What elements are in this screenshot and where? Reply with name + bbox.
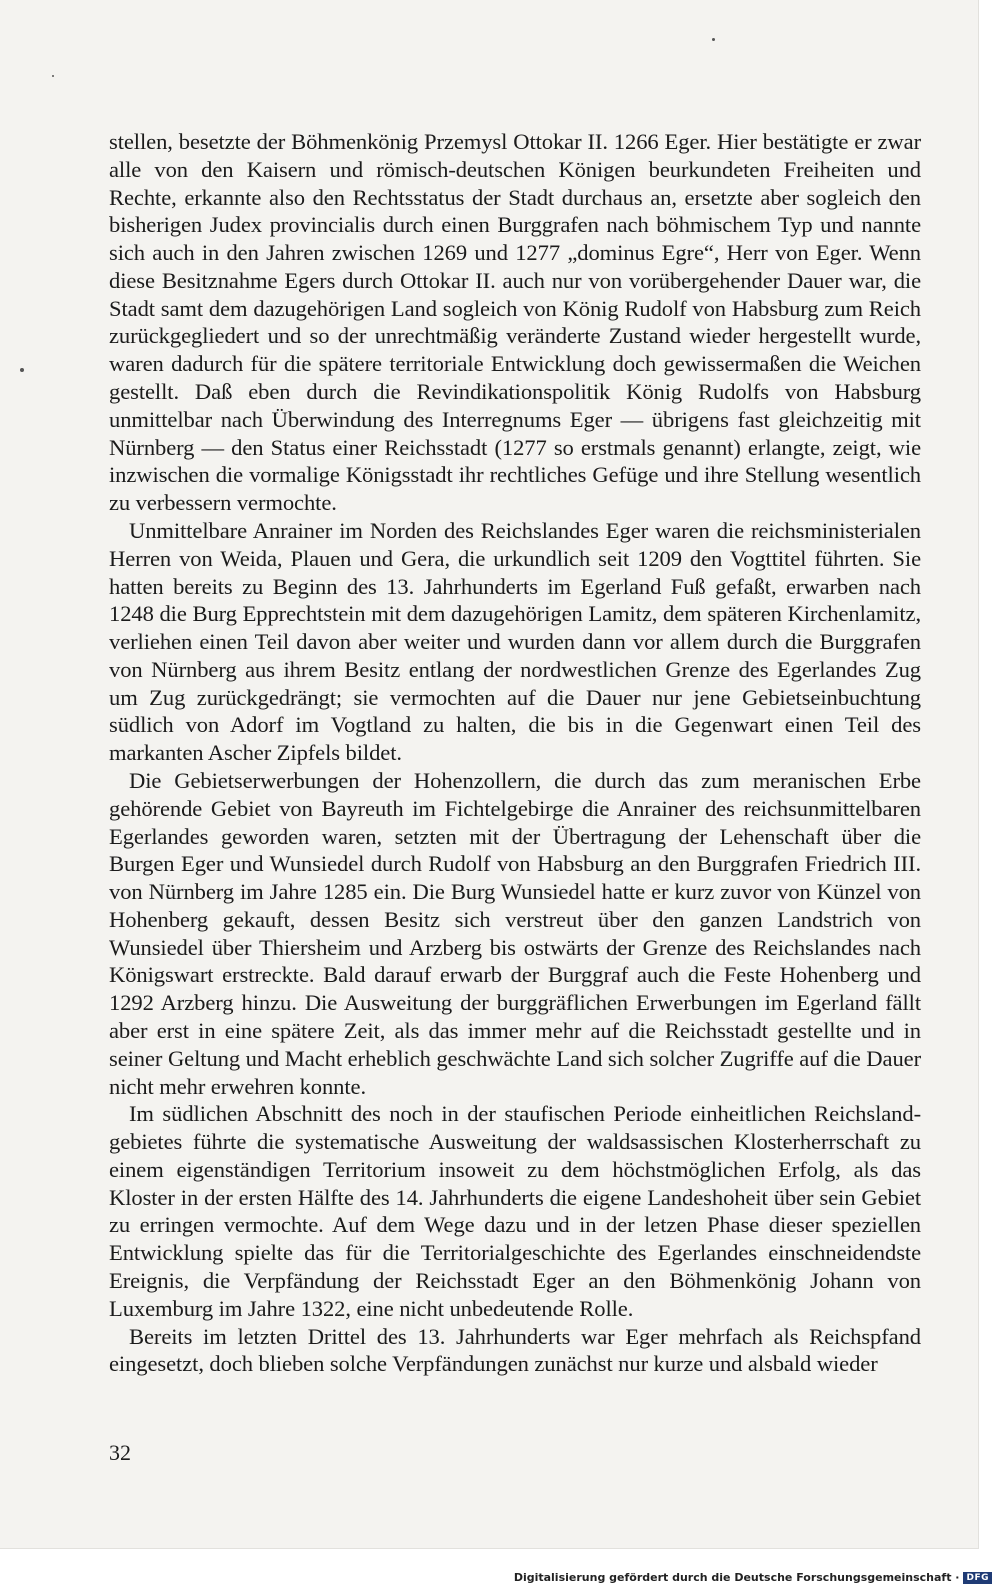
paragraph-2: Unmittelbare Anrainer im Norden des Reichslandes Eger waren die reichsministerialen Herren von Weida, Plauen und Gera, die urkundlich seit 1209 den Vogttitel führten. Sie hatten bereits zu Beginn des 13. Jahrhunderts im Egerland Fuß gefaßt, erwarben nach 1248 die Burg Epprechtstein mit dem dazugehörigen Lamitz, dem späteren Kirchenlamitz, verliehen einen Teil davon aber weiter und wurden dann vor allem durch die Burggrafen von Nürnberg aus ihrem Besitz entlang der nordwestlichen Grenze des Egerlandes Zug um Zug zurückgedrängt; sie vermochten auf die Dauer nur jene Gebietseinbuchtung südlich von Adorf im Vogtland zu halten, die bis in die Gegenwart einen Teil des markanten Ascher Zipfels bildet.	[109, 517, 921, 766]
paragraph-1: stellen, besetzte der Böhmenkönig Przemysl Ottokar II. 1266 Eger. Hier bestätigte er zwar alle von den Kaisern und römisch-deutschen Königen beurkundeten Freiheiten und Rechte, erkannte also den Rechtsstatus der Stadt durchaus an, ersetzte aber sogleich den bisherigen Judex provincialis durch einen Burggrafen nach böhmischem Typ und nannte sich auch in den Jahren zwischen 1269 und 1277 „dominus Egre“, Herr von Eger. Wenn diese Besitznahme Egers durch Ottokar II. auch nur von vorübergehender Dauer war, die Stadt samt dem dazugehörigen Land sogleich von König Rudolf von Habsburg zum Reich zurückgegliedert und so der unrechtmäßig veränderte Zustand wieder hergestellt wurde, waren dadurch für die spätere territoriale Entwicklung doch gewissermaßen die Weichen gestellt. Daß eben durch die Revindikationspolitik König Rudolfs von Habsburg unmittelbar nach Überwindung des Interregnums Eger — übrigens fast gleichzeitig mit Nürnberg — den Status einer Reichsstadt (1277 so erstmals genannt) erlangte, zeigt, wie inzwischen die vormalige Königsstadt ihr rechtliches Gefüge und ihre Stellung wesentlich zu verbessern vermochte.	[109, 129, 921, 516]
digitization-footer	[514, 1571, 992, 1584]
footer-text: Digitalisierung gefördert durch die Deutsche Forschungsgemeinschaft ·	[513, 1571, 960, 1584]
scan-speck	[20, 368, 24, 372]
page-number: 32	[109, 1440, 131, 1465]
paragraph-5: Bereits im letzten Drittel des 13. Jahrhunderts war Eger mehrfach als Reichspfand eingesetzt, doch blieben solche Verpfändungen zunächst nur kurze und alsbald wieder	[109, 1323, 921, 1377]
scan-speck	[712, 38, 715, 41]
dfg-logo-icon: DFG	[963, 1572, 992, 1584]
body-text	[109, 128, 921, 1378]
paragraph-3: Die Gebietserwerbungen der Hohenzollern, die durch das zum meranischen Erbe gehörende Gebiet von Bayreuth im Fichtelgebirge die Anrainer des reichsunmittelbaren Egerlandes geworden waren, setzten mit der Übertragung der Lehenschaft über die Burgen Eger und Wunsiedel durch Rudolf von Habsburg an den Burggrafen Friedrich III. von Nürnberg im Jahre 1285 ein. Die Burg Wunsiedel hatte er kurz zuvor von Künzel von Hohenberg gekauft, dessen Besitz sich verstreut über den ganzen Landstrich von Wunsiedel über Thiersheim und Arzberg bis ostwärts der Grenze des Reichslandes nach Königswart erstreckte. Bald darauf erwarb der Burggraf auch die Feste Hohenberg und 1292 Arzberg hinzu. Die Ausweitung der burggräflichen Erwerbungen im Egerland fällt aber erst in eine spätere Zeit, als das immer mehr auf die Reichsstadt gestellte und in seiner Geltung und Macht erheblich geschwächte Land sich solcher Zugriffe auf die Dauer nicht mehr erwehren konnte.	[109, 767, 921, 1099]
scan-speck	[52, 75, 54, 77]
paragraph-4: Im südlichen Abschnitt des noch in der staufischen Periode einheitlichen Reichsland-gebietes führte die systematische Ausweitung der waldsassischen Klosterherrschaft zu einem eigenständigen Territorium insoweit zu dem höchstmöglichen Erfolg, als das Kloster in der ersten Hälfte des 14. Jahrhunderts die eigene Landeshoheit über sein Gebiet zu erringen vermochte. Auf dem Wege dazu und in der letzen Phase dieser speziellen Entwicklung spielte das für die Territorialgeschichte des Egerlandes einschneidendste Ereignis, die Verpfändung der Reichsstadt Eger an den Böhmenkönig Johann von Luxemburg im Jahre 1322, eine nicht unbedeutende Rolle.	[109, 1101, 921, 1321]
